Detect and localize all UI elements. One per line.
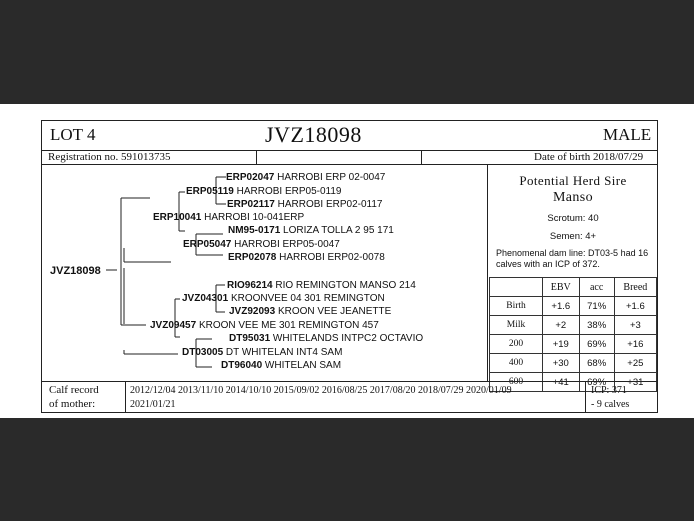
calf-record-label: Calf record <box>49 384 99 396</box>
table-cell: Birth <box>490 297 543 316</box>
table-cell: +41 <box>543 373 580 392</box>
table-row <box>490 297 657 316</box>
table-cell: +2 <box>543 316 580 335</box>
calf-dates-2: 2021/01/21 <box>130 399 176 410</box>
calf-record-label-2: of mother: <box>49 398 96 410</box>
table-cell: +25 <box>614 354 656 373</box>
table-cell: +1.6 <box>543 297 580 316</box>
pedigree-entry: DT03005 DT WHITELAN INT4 SAM <box>182 347 343 358</box>
pedigree-entry: JVZ09457 KROON VEE ME 301 REMINGTON 457 <box>150 320 379 331</box>
pedigree-entry: ERP05047 HARROBI ERP05-0047 <box>183 239 340 250</box>
table-cell: 68% <box>579 354 614 373</box>
pedigree-entry: NM95-0171 LORIZA TOLLA 2 95 171 <box>228 225 394 236</box>
calf-count: - 9 calves <box>591 399 630 410</box>
info-sire-name: Manso <box>552 190 594 205</box>
pedigree-subject: JVZ18098 <box>50 265 101 277</box>
table-cell: 69% <box>579 373 614 392</box>
table-cell: +19 <box>543 335 580 354</box>
ebv-table <box>489 277 657 392</box>
table-header <box>490 278 543 297</box>
pedigree-entry: RIO96214 RIO REMINGTON MANSO 214 <box>227 280 416 291</box>
table-cell: 71% <box>579 297 614 316</box>
info-headline: Potential Herd Sire <box>519 173 627 188</box>
table-header: Breed <box>614 278 656 297</box>
pedigree-entry: ERP05119 HARROBI ERP05-0119 <box>186 186 342 197</box>
table-cell: +31 <box>614 373 656 392</box>
table-row <box>490 335 657 354</box>
pedigree-entry: ERP02078 HARROBI ERP02-0078 <box>228 252 385 263</box>
table-cell: 69% <box>579 335 614 354</box>
pedigree-entry: DT95031 WHITELANDS INTPC2 OCTAVIO <box>229 333 424 344</box>
semen-value: Semen: 4+ <box>549 231 597 242</box>
table-cell: 400 <box>490 354 543 373</box>
lot-number: LOT 4 <box>50 125 96 144</box>
dam-line-note: Phenomenal dam line: DT03-5 had 16 calves with an ICP of 372. <box>496 248 649 269</box>
table-header: EBV <box>543 278 580 297</box>
pedigree-entry: DT96040 WHITELAN SAM <box>221 360 342 371</box>
icp-value: ICP: 371 <box>591 385 627 396</box>
table-cell: +16 <box>614 335 656 354</box>
table-cell: +1.6 <box>614 297 656 316</box>
lot-card <box>0 104 694 418</box>
table-cell: Milk <box>490 316 543 335</box>
registration-number: Registration no. 591013735 <box>48 151 171 163</box>
table-header: acc <box>579 278 614 297</box>
pedigree-entry: ERP02047 HARROBI ERP 02-0047 <box>226 172 386 183</box>
table-cell: 600 <box>490 373 543 392</box>
sex: MALE <box>603 125 652 144</box>
table-cell: +3 <box>614 316 656 335</box>
scrotum-value: Scrotum: 40 <box>547 213 599 224</box>
animal-id-title: JVZ18098 <box>265 122 362 147</box>
table-cell: 200 <box>490 335 543 354</box>
table-cell: 38% <box>579 316 614 335</box>
pedigree-entry: JVZ04301 KROONVEE 04 301 REMINGTON <box>182 293 385 304</box>
table-row <box>490 354 657 373</box>
calf-dates: 2012/12/04 2013/11/10 2014/10/10 2015/09/02 2016/08/25 2017/08/20 2018/07/29 2020/01/09 <box>130 385 512 396</box>
pedigree-entry: JVZ92093 KROON VEE JEANETTE <box>229 306 392 317</box>
table-row <box>490 278 657 297</box>
table-row <box>490 316 657 335</box>
table-cell: +30 <box>543 354 580 373</box>
pedigree-entry: ERP02117 HARROBI ERP02-0117 <box>227 199 383 210</box>
pedigree-entry: ERP10041 HARROBI 10-041ERP <box>153 212 305 223</box>
date-of-birth: Date of birth 2018/07/29 <box>534 151 644 163</box>
